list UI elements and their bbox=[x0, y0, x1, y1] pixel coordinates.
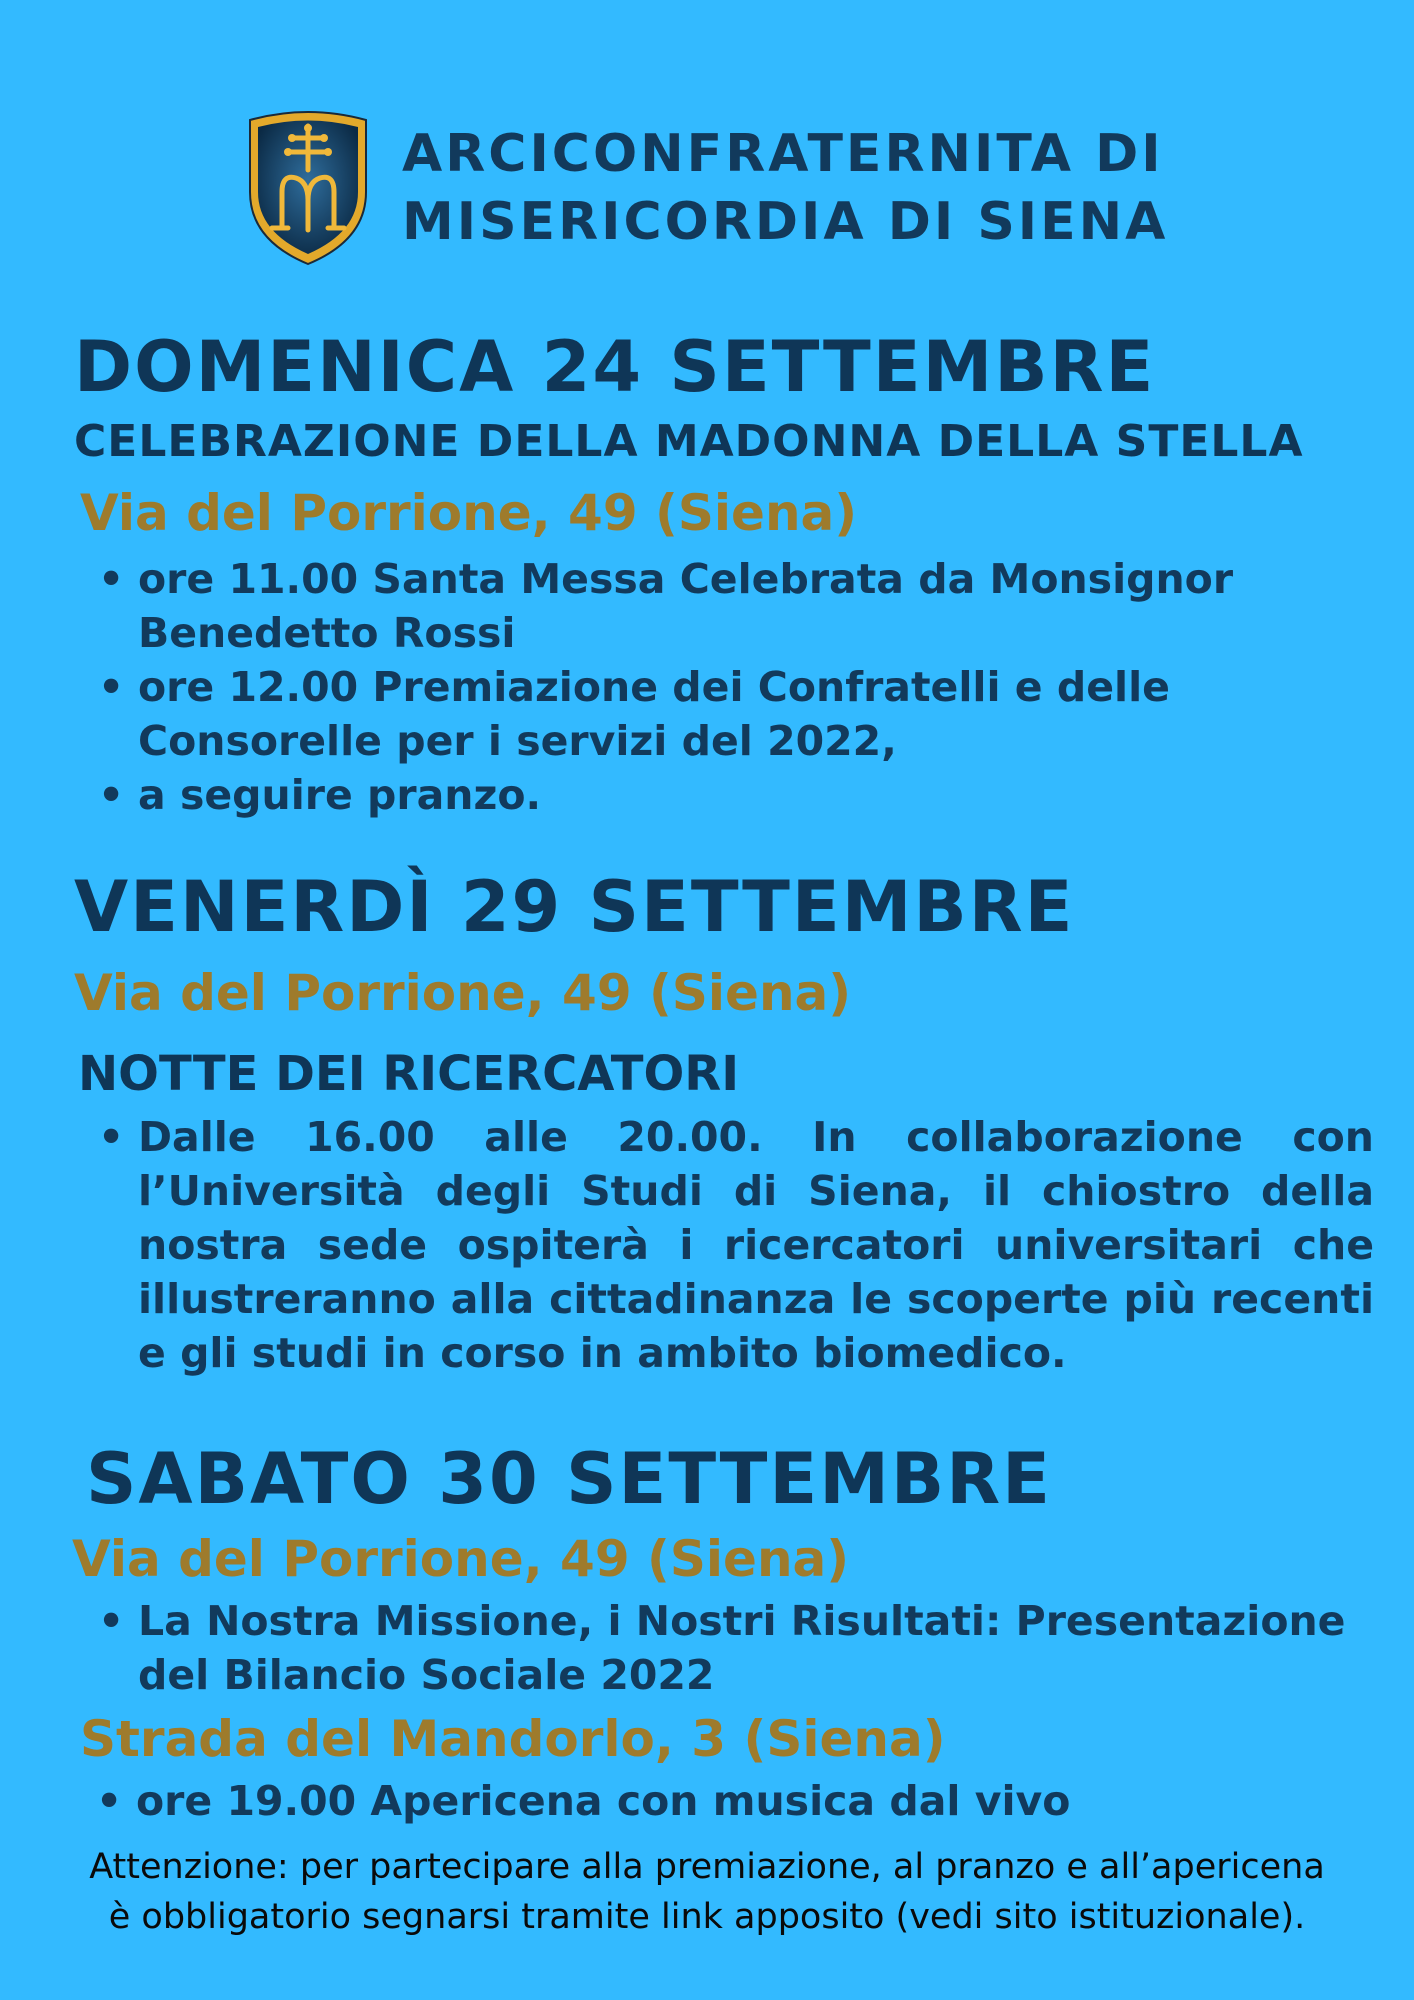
list-item: • Dalle 16.00 alle 20.00. In collaborazione con l’Università degli Studi di Siena, il chiostro della nostra sede ospiterà i ricercatori universitari che illustreranno alla cittadinanza le scoperte più recenti e gli studi in corso in ambito biomedico. bbox=[98, 1110, 1374, 1380]
registration-note-line-1: Attenzione: per partecipare alla premiazione, al pranzo e all’apericena bbox=[89, 1847, 1325, 1887]
section-3-place-2: Strada del Mandorlo, 3 (Siena) bbox=[80, 1710, 946, 1768]
list-item: • ore 19.00 Apericena con musica dal vivo bbox=[96, 1774, 1376, 1828]
section-2-list bbox=[98, 1110, 1374, 1380]
organization-name-line-2: MISERICORDIA DI SIENA bbox=[402, 192, 1169, 252]
registration-note-line-2: è obbligatorio segnarsi tramite link apposito (vedi sito istituzionale). bbox=[108, 1897, 1306, 1937]
registration-note bbox=[0, 1842, 1414, 1942]
section-3-date: SABATO 30 SETTEMBRE bbox=[86, 1438, 1052, 1520]
section-3-list bbox=[98, 1594, 1378, 1702]
section-2-place: Via del Porrione, 49 (Siena) bbox=[74, 964, 852, 1022]
misericordia-crest-icon bbox=[242, 108, 374, 268]
section-1-date: DOMENICA 24 SETTEMBRE bbox=[74, 326, 1156, 408]
list-item: • La Nostra Missione, i Nostri Risultati: Presentazione del Bilancio Sociale 2022 bbox=[98, 1594, 1378, 1702]
section-1-subtitle: CELEBRAZIONE DELLA MADONNA DELLA STELLA bbox=[74, 416, 1304, 467]
list-item: • ore 12.00 Premiazione dei Confratelli e delle Consorelle per i servizi del 2022, bbox=[98, 660, 1338, 768]
section-3-list-2 bbox=[96, 1774, 1376, 1828]
section-1-list bbox=[98, 552, 1338, 822]
list-item: • ore 11.00 Santa Messa Celebrata da Monsignor Benedetto Rossi bbox=[98, 552, 1338, 660]
section-2-date: VENERDÌ 29 SETTEMBRE bbox=[74, 866, 1075, 948]
section-1-place: Via del Porrione, 49 (Siena) bbox=[80, 484, 858, 542]
list-item: • a seguire pranzo. bbox=[98, 768, 1338, 822]
section-2-subtitle: NOTTE DEI RICERCATORI bbox=[78, 1046, 740, 1102]
organization-name-line-1: ARCICONFRATERNITA DI bbox=[402, 124, 1164, 184]
section-3-place: Via del Porrione, 49 (Siena) bbox=[72, 1530, 850, 1588]
